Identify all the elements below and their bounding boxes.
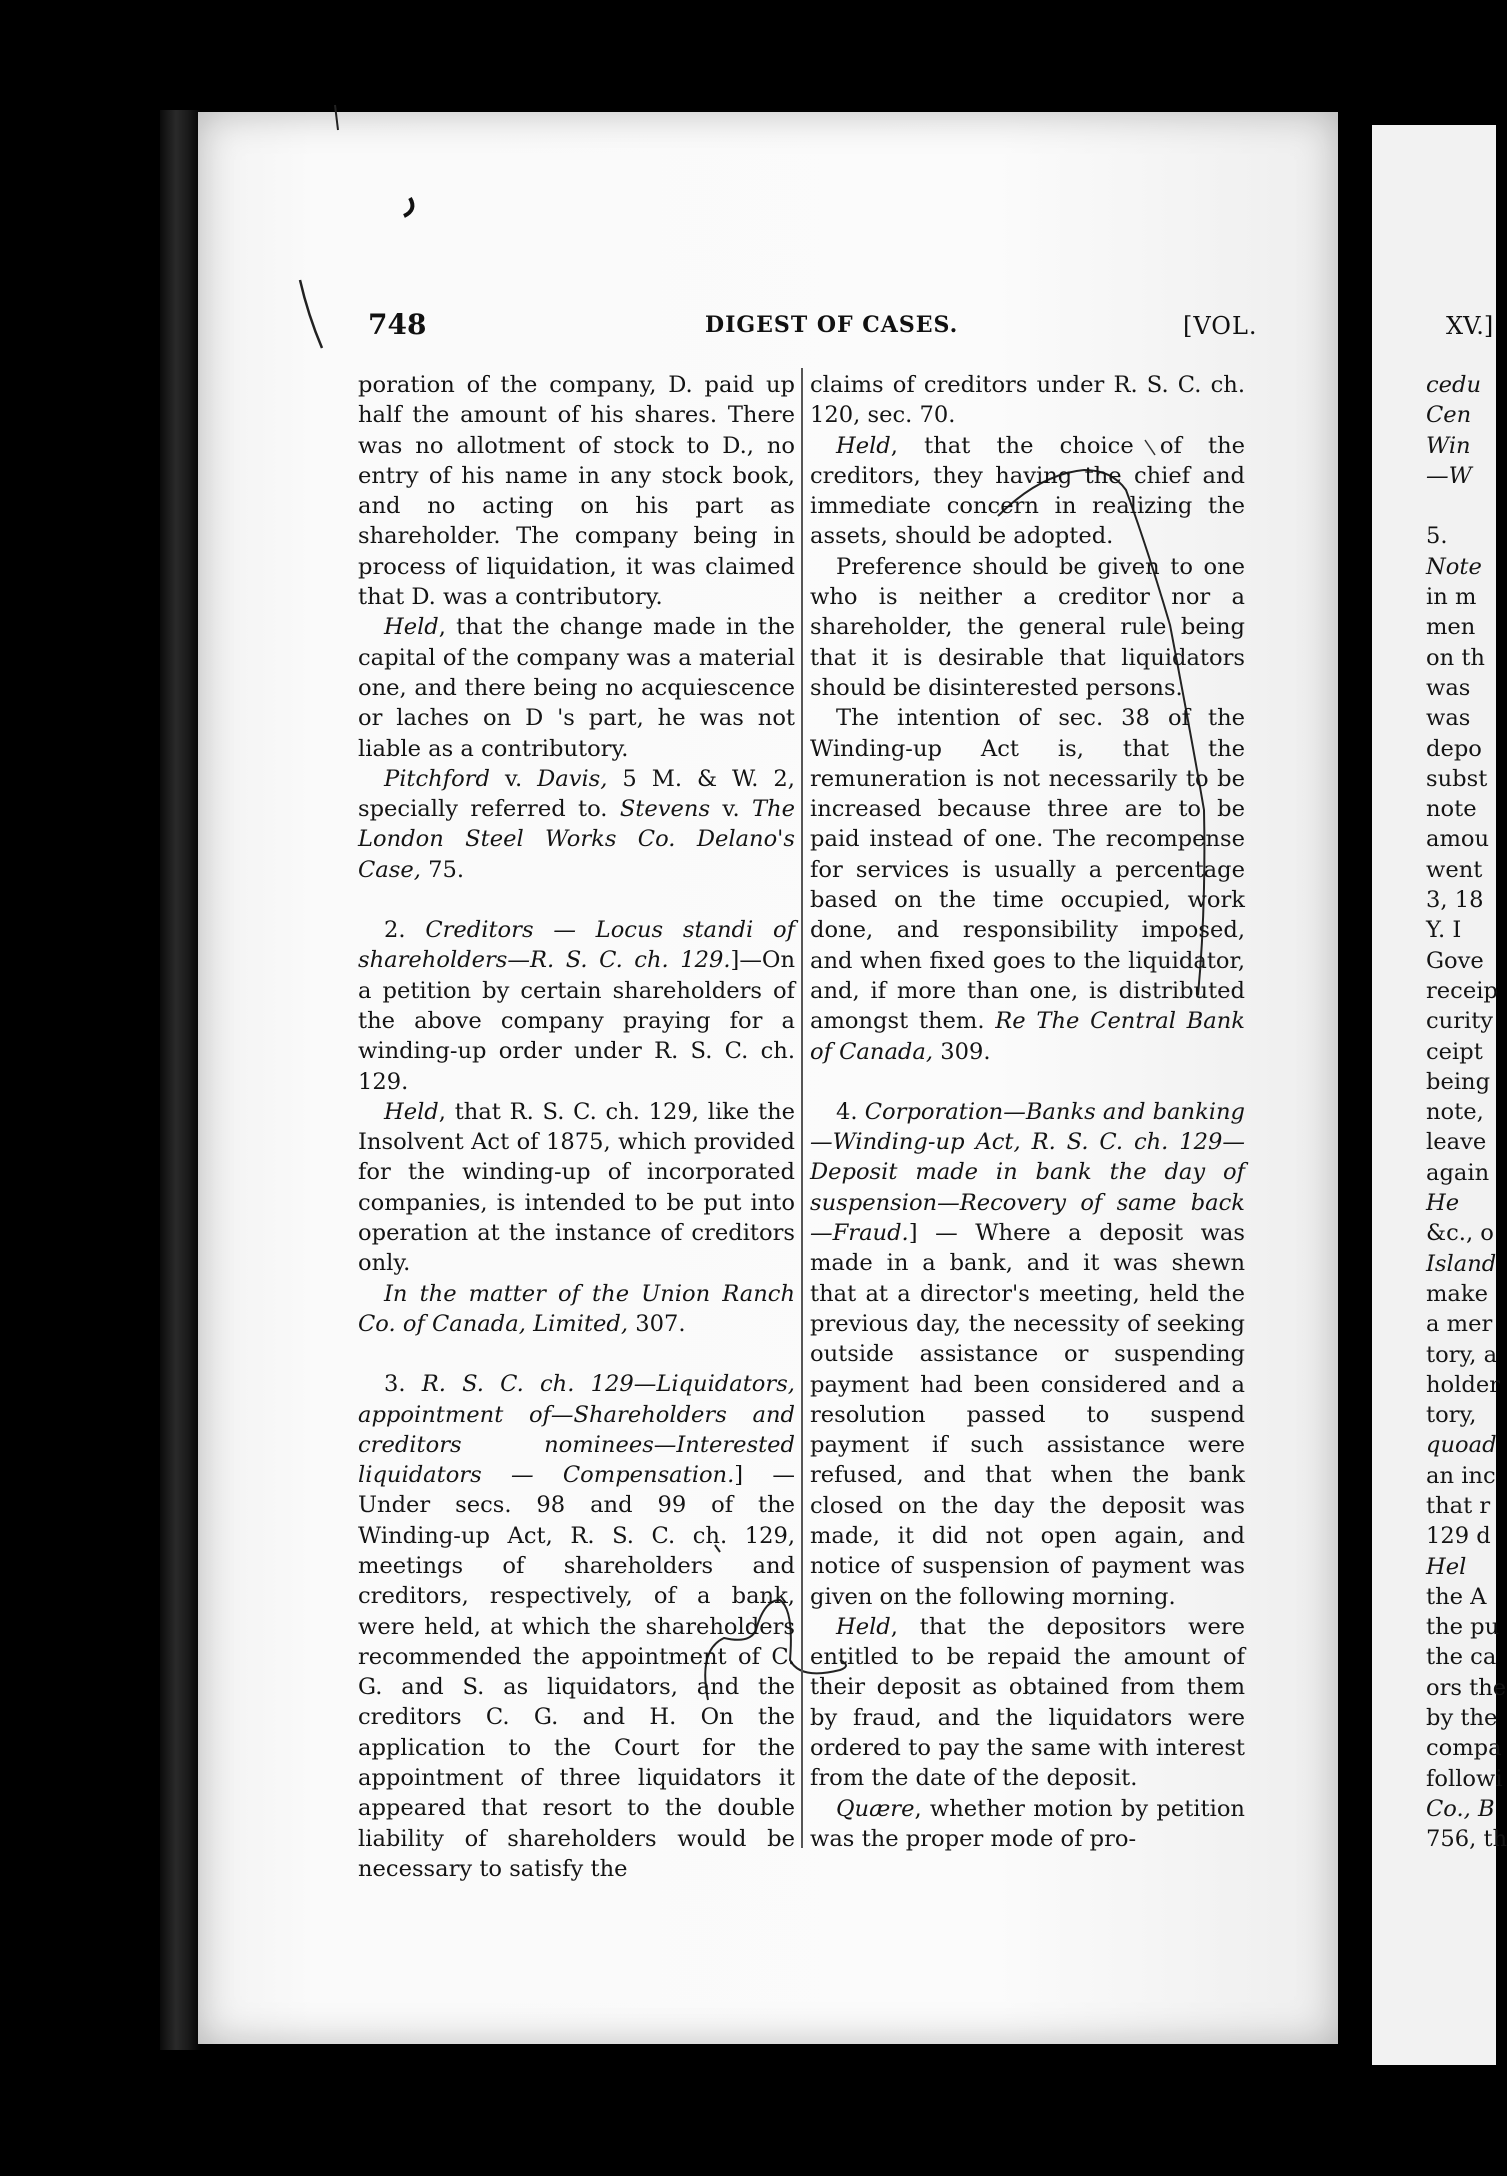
case-citation xyxy=(358,764,795,885)
facing-page-line: the ca xyxy=(1426,1644,1497,1671)
paragraph-text: The intention of sec. 38 of the Winding-up Act is, that the remuneration is not necessarily to be increased because three are to be paid instead of one. The recompense for services is usually a percentage based on the time occupied, work done, and responsibility imposed, and when fixed goes to the liquidator, and, if more than one, is distributed amongst them. xyxy=(810,705,1245,1035)
citation-part: 5 M. & W. 2, specially referred to. xyxy=(358,765,795,823)
held-label: Held xyxy=(384,1098,439,1125)
facing-page-line: ceipt xyxy=(1426,1038,1483,1065)
facing-page-line: went xyxy=(1426,856,1483,883)
facing-page-line: Island xyxy=(1426,1250,1497,1277)
case-citation xyxy=(358,1279,795,1340)
paragraph xyxy=(810,552,1245,703)
entry-headnote: Corporation—Banks and banking—Winding-up Act, R. S. C. ch. 129—Deposit made in bank the day of suspension—Recovery of same back—Fraud. xyxy=(810,1098,1246,1247)
facing-page-line: 3, 18 xyxy=(1426,887,1484,914)
digest-entry xyxy=(810,1097,1245,1612)
entry-text: ] — Where a deposit was made in a bank, and it was shewn that at a director's meeting, held the previous day, the necessity of seeking outside assistance or suspending payment had been considered and a resolution passed to suspend payment if such assistance were refused, and that when the bank closed on the day the deposit was made, it did not open again, and notice of suspension of payment was given on the following morning. xyxy=(810,1220,1245,1610)
facing-page-line: Hel xyxy=(1426,1553,1467,1580)
entry-text: ] — Under secs. 98 and 99 of the Winding-up Act, R. S. C. ch. 129, meetings of shareholders and creditors, respectively, of a bank, were held, at which the shareholders recommended the appointment of C. G. and S. as liquidators, and the creditors C. G. and H. On the application to the Court for the appointment of three liquidators it appeared that resort to the double liability of shareholders would be necessary to satisfy the xyxy=(358,1462,795,1882)
facing-page-line: Gove xyxy=(1426,947,1484,974)
held-text: , that the change made in the capital of the company was a material one, and there being no acquiescence or laches on D 's part, he was not liable as a contributory. xyxy=(358,614,795,762)
facing-page-line: 5. xyxy=(1426,523,1448,550)
facing-page-line: Note xyxy=(1426,553,1482,580)
facing-page-line: leave xyxy=(1426,1129,1487,1156)
facing-page-line: 756, th xyxy=(1426,1826,1507,1853)
facing-page-line: on th xyxy=(1426,644,1485,671)
held-text: , that the choice of the creditors, they having the chief and immediate concern in realizing the assets, should be adopted. xyxy=(810,432,1245,550)
facing-page-line: followi xyxy=(1426,1765,1503,1792)
facing-page-line: &c., o xyxy=(1426,1220,1494,1247)
facing-page-header: XV.] xyxy=(1446,312,1494,340)
facing-page-line: Win xyxy=(1426,432,1471,459)
held-paragraph xyxy=(358,1097,795,1279)
held-label: Held xyxy=(836,432,891,459)
facing-page-line: cedu xyxy=(1426,372,1482,398)
citation-part: The London Steel Works Co. Delano's Case, xyxy=(358,796,795,883)
facing-page-line: in m xyxy=(1426,584,1477,611)
facing-page-line: ors the xyxy=(1426,1674,1507,1701)
facing-page-line: compa xyxy=(1426,1735,1502,1762)
citation-part: Stevens xyxy=(619,796,711,823)
paragraph-text: claims of creditors under R. S. C. ch. 120, sec. 70. xyxy=(810,372,1245,429)
page-number: 748 xyxy=(368,308,427,341)
facing-page-line: receip xyxy=(1426,977,1498,1004)
facing-page-line: quoad xyxy=(1426,1432,1497,1459)
facing-page-line: again xyxy=(1426,1159,1490,1186)
facing-page-line: by the xyxy=(1426,1705,1498,1732)
facing-page-line: He xyxy=(1426,1190,1460,1217)
paragraph xyxy=(810,703,1245,1067)
entry-number: 3. xyxy=(384,1371,422,1398)
book-spine xyxy=(160,110,200,2050)
facing-page-line: an inc xyxy=(1426,1462,1496,1489)
held-paragraph xyxy=(810,1612,1245,1794)
held-text: , that R. S. C. ch. 129, like the Insolvent Act of 1875, which provided for the winding-up of incorporated companies, is intended to be put into operation at the instance of creditors only. xyxy=(358,1098,795,1277)
entry-headnote: Creditors — Locus standi of shareholders—R. S. C. ch. 129. xyxy=(358,917,795,974)
facing-page-line: Cen xyxy=(1426,402,1472,429)
citation-part: Davis, xyxy=(537,765,608,792)
paragraph-text: poration of the company, D. paid up half the amount of his shares. There was no allotment of stock to D., no entry of his name in any stock book, and no acting on his part as shareholder. The company being in process of liquidation, it was claimed that D. was a contributory. xyxy=(358,372,795,611)
citation-part: 307. xyxy=(628,1310,686,1337)
facing-page-line: holder xyxy=(1426,1371,1501,1398)
facing-page-line: —W xyxy=(1426,462,1472,489)
facing-page-line: that r xyxy=(1426,1492,1491,1519)
facing-page-line: the pu xyxy=(1426,1614,1500,1641)
running-title: DIGEST OF CASES. xyxy=(705,312,959,338)
facing-page-text xyxy=(1426,370,1507,1855)
facing-page-line: Y. I xyxy=(1426,917,1462,944)
citation-part: v. xyxy=(489,765,538,792)
citation-part: v. xyxy=(710,796,752,823)
held-label: Quære xyxy=(836,1795,915,1822)
right-column xyxy=(810,370,1245,1854)
facing-page-line: note xyxy=(1426,796,1477,823)
held-text: , that the depositors were entitled to be repaid the amount of their deposit as obtained from them by fraud, and the liquidators were ordered to pay the same with interest from the date of the deposit. xyxy=(810,1613,1245,1792)
facing-page-line: make xyxy=(1426,1280,1488,1307)
facing-page-line: tory, a xyxy=(1426,1341,1498,1368)
digest-entry xyxy=(358,1369,795,1884)
facing-page-line: tory, xyxy=(1426,1402,1477,1429)
facing-page-line: was xyxy=(1426,705,1471,732)
facing-page-line: subst xyxy=(1426,765,1488,792)
facing-page-line: was xyxy=(1426,674,1471,701)
paragraph xyxy=(810,370,1245,431)
facing-page-line: being xyxy=(1426,1068,1491,1095)
left-column xyxy=(358,370,795,1884)
paragraph-text: Preference should be given to one who is neither a creditor nor a shareholder, the general rule being that it is desirable that liquidators should be disinterested persons. xyxy=(810,553,1245,701)
held-text: , whether motion by petition was the proper mode of pro- xyxy=(810,1795,1245,1852)
facing-page-line: 129 d xyxy=(1426,1523,1491,1550)
citation-part: In the matter of the Union Ranch Co. of Canada, Limited, xyxy=(358,1280,795,1337)
entry-number: 4. xyxy=(836,1098,865,1125)
facing-page-line: Co., B xyxy=(1426,1795,1495,1822)
entry-headnote: R. S. C. ch. 129—Liquidators, appointment of—Shareholders and creditors nominees—Interested liquidators — Compensation. xyxy=(358,1371,795,1489)
facing-page-line: amou xyxy=(1426,826,1490,853)
entry-text: ]—On a petition by certain shareholders of the above company praying for a winding-up order under R. S. C. ch. 129. xyxy=(358,947,795,1095)
volume-label: [VOL. xyxy=(1183,312,1258,340)
paragraph xyxy=(358,370,795,612)
held-label: Held xyxy=(836,1613,891,1640)
facing-page-line: note, xyxy=(1426,1099,1484,1126)
facing-page-line: a mer xyxy=(1426,1311,1493,1338)
digest-entry xyxy=(358,915,795,1097)
running-header xyxy=(0,308,1496,358)
facing-page-line: curity xyxy=(1426,1008,1494,1035)
held-paragraph xyxy=(810,431,1245,552)
facing-page-line xyxy=(1426,491,1507,521)
citation-part: 309. xyxy=(933,1038,991,1065)
held-paragraph xyxy=(810,1794,1245,1855)
citation-part: 75. xyxy=(420,856,465,883)
facing-page-line: depo xyxy=(1426,735,1482,762)
citation-part: Pitchford xyxy=(384,765,490,792)
held-paragraph xyxy=(358,612,795,763)
facing-page-line: men xyxy=(1426,614,1476,641)
held-label: Held xyxy=(384,614,439,641)
citation-part: Re The Central Bank of Canada, xyxy=(810,1008,1245,1065)
entry-number: 2. xyxy=(384,917,426,944)
column-divider xyxy=(801,368,803,1848)
facing-page-line: the A xyxy=(1426,1583,1487,1610)
